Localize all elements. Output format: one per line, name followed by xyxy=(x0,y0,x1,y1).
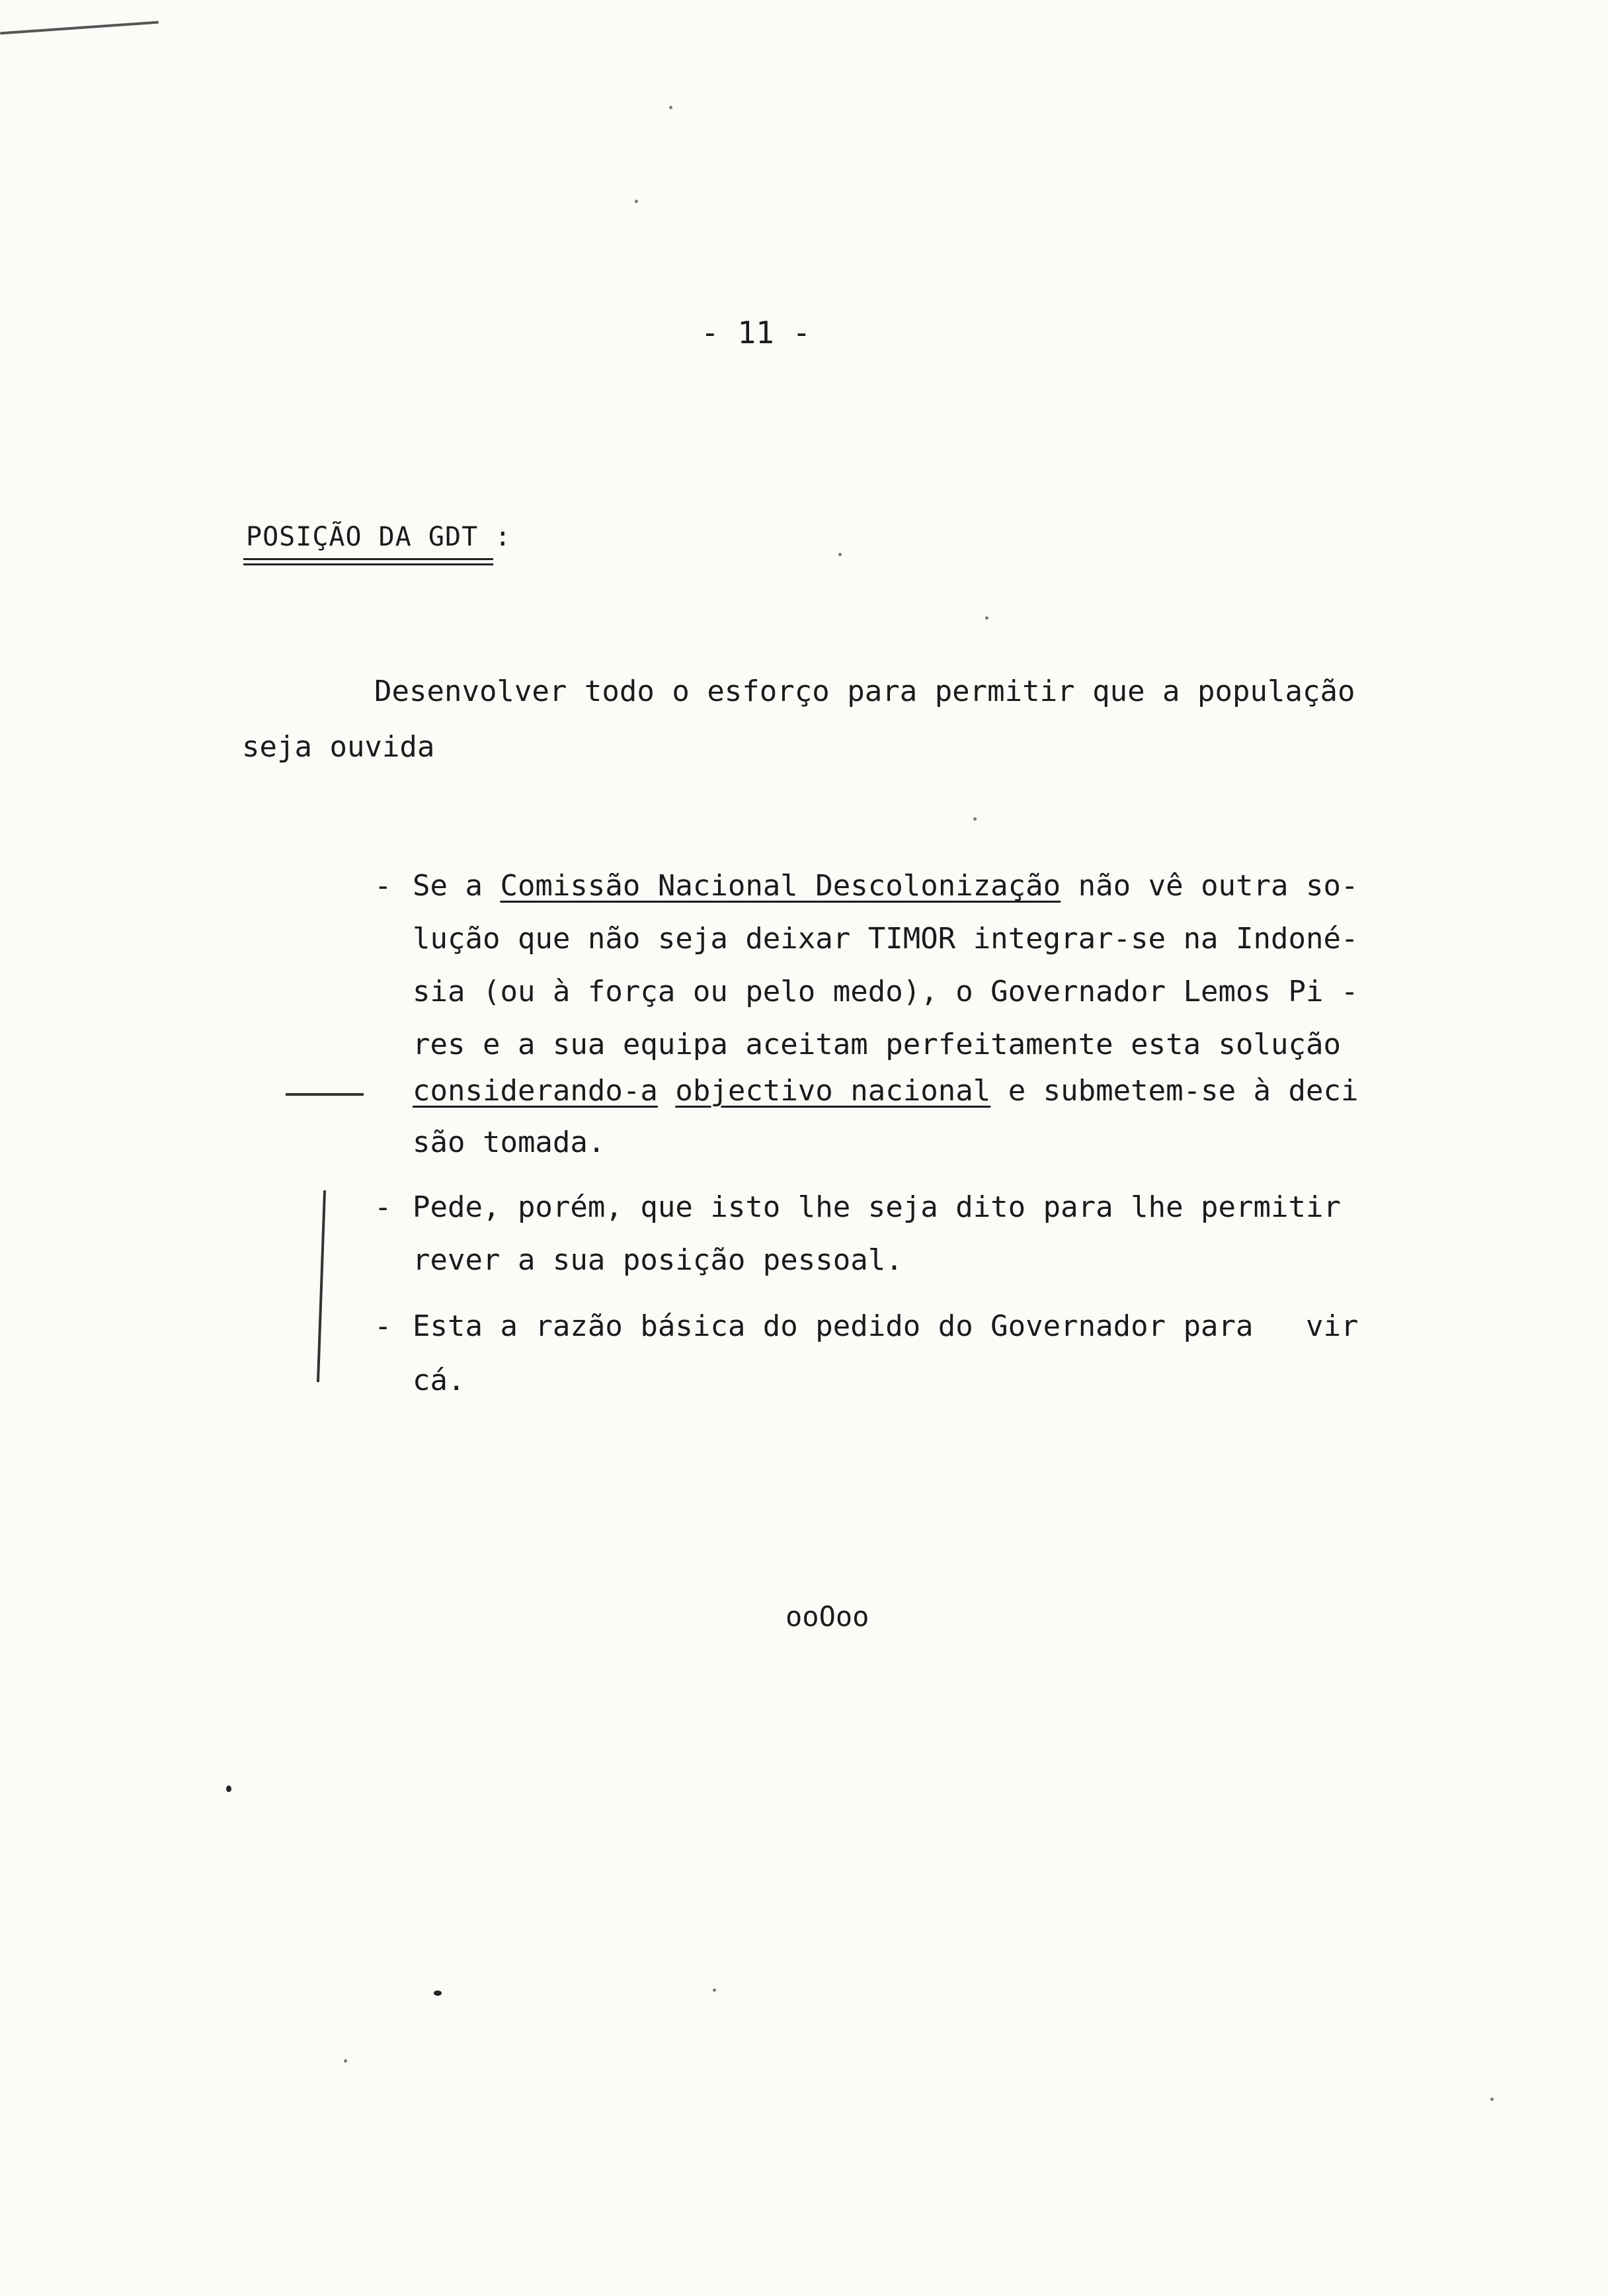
scan-edge-mark xyxy=(0,21,159,35)
bullet-1-line-6: são tomada. xyxy=(413,1126,606,1159)
scan-speck xyxy=(1490,2098,1494,2101)
paragraph-line-1: Desenvolver todo o esforço para permitir que a população xyxy=(374,675,1355,708)
bullet-3-line-1: Esta a razão básica do pedido do Governador para vir xyxy=(413,1309,1359,1343)
underlined-phrase: considerando-a xyxy=(413,1074,658,1108)
paragraph-line-2: seja ouvida xyxy=(242,730,435,764)
scan-speck xyxy=(973,817,977,821)
margin-bracket-line xyxy=(317,1190,326,1382)
scan-speck xyxy=(985,616,988,620)
scan-speck xyxy=(344,2059,347,2063)
bullet-1-line-5: considerando-a objectivo nacional e submetem-se à deci xyxy=(413,1074,1359,1108)
bullet-1-line-4: res e a sua equipa aceitam perfeitamente esta solução xyxy=(413,1028,1341,1061)
page-number: - 11 - xyxy=(701,315,811,350)
bullet-2-line-2: rever a sua posição pessoal. xyxy=(413,1243,903,1277)
underlined-phrase: objectivo nacional xyxy=(675,1074,991,1108)
margin-dash-mark xyxy=(286,1093,364,1096)
bullet-2-line-1: Pede, porém, que isto lhe seja dito para lhe permitir xyxy=(413,1190,1341,1224)
scan-speck xyxy=(635,200,638,203)
scan-speck xyxy=(226,1785,231,1792)
scan-speck xyxy=(838,553,842,556)
bullet-1-line-2: lução que não seja deixar TIMOR integrar-se na Indoné- xyxy=(413,922,1359,956)
bullet-1-line-1: Se a Comissão Nacional Descolonização não vê outra so- xyxy=(413,869,1359,903)
bullet-dash-1: - xyxy=(374,869,392,903)
scan-speck xyxy=(713,1988,716,1992)
bullet-1-line-3: sia (ou à força ou pelo medo), o Governador Lemos Pi - xyxy=(413,975,1359,1008)
heading-underline-1 xyxy=(243,558,493,560)
underlined-phrase: Comissão Nacional Descolonização xyxy=(500,869,1061,903)
bullet-dash-2: - xyxy=(374,1190,392,1224)
bullet-3-line-2: cá. xyxy=(413,1364,465,1397)
heading-underline-2 xyxy=(243,563,493,565)
scan-speck xyxy=(669,106,672,109)
closing-mark: ooOoo xyxy=(785,1600,869,1633)
scan-speck xyxy=(434,1990,442,1996)
section-heading: POSIÇÃO DA GDT : xyxy=(246,522,512,552)
bullet-dash-3: - xyxy=(374,1309,392,1343)
